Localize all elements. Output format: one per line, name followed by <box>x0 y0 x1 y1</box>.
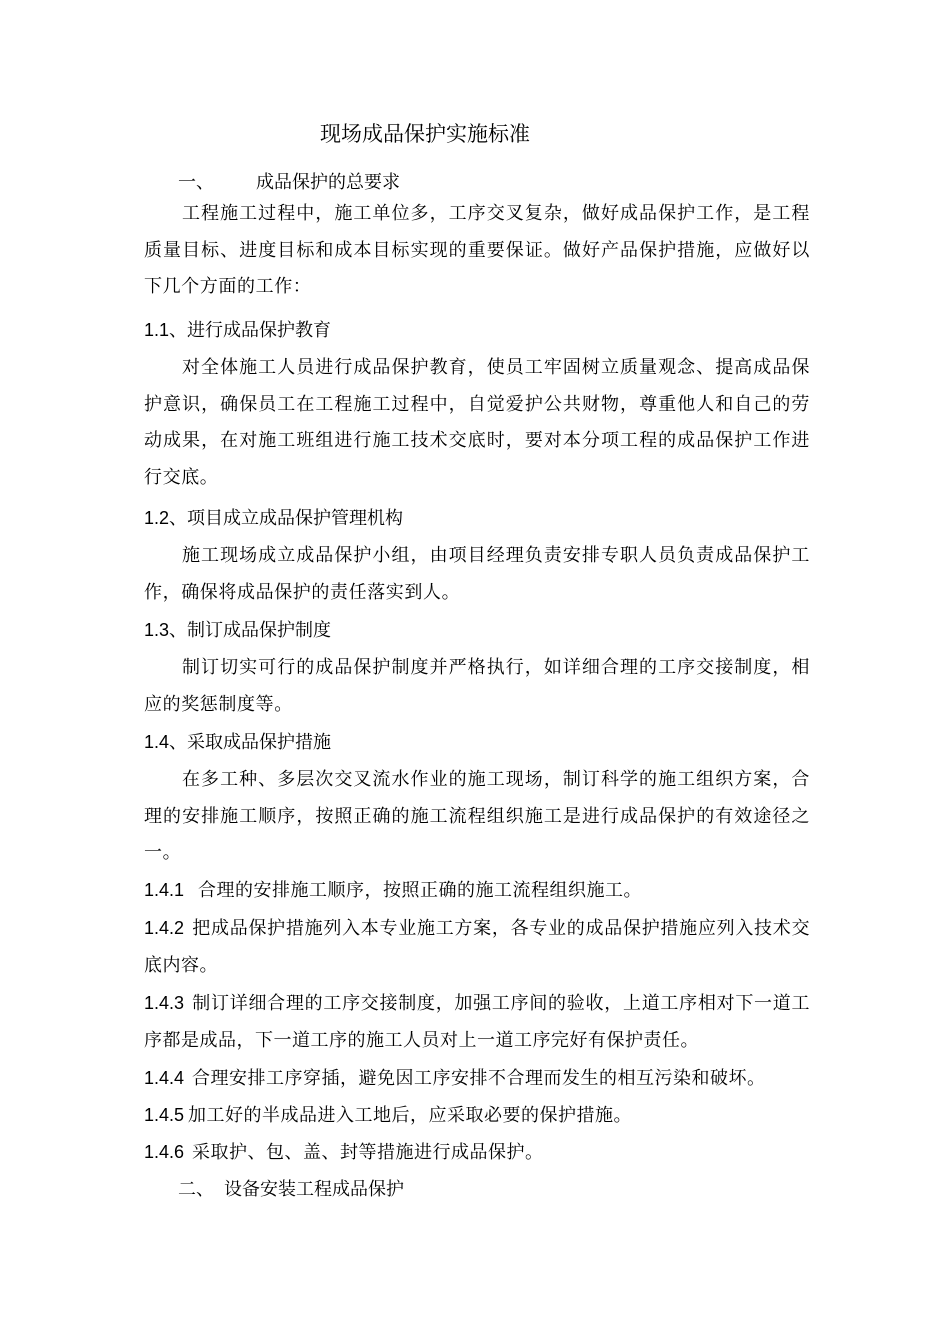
list-item-text: 加工好的半成品进入工地后，应采取必要的保护措施。 <box>188 1105 633 1126</box>
section-2-heading <box>178 1172 404 1208</box>
subsection-1-1-number: 1.1 <box>144 320 170 340</box>
list-item <box>144 910 810 984</box>
section-1-title: 成品保护的总要求 <box>256 172 400 193</box>
subsection-1-3-body: 制订切实可行的成品保护制度并严格执行，如详细合理的工序交接制度，相应的奖惩制度等。 <box>144 657 810 715</box>
subsection-1-1-body: 对全体施工人员进行成品保护教育，使员工牢固树立质量观念、提高成品保护意识，确保员工在工程施工过程中，自觉爱护公共财物，尊重他人和自己的劳动成果，在对施工班组进行施工技术交底时，要对本分项工程的成品保护工作进行交底。 <box>144 357 810 488</box>
list-item <box>144 1060 810 1098</box>
list-item-text: 把成品保护措施列入本专业施工方案，各专业的成品保护措施应列入技术交底内容。 <box>144 918 810 976</box>
subsection-1-1-heading <box>144 312 331 349</box>
subsection-1-2-number: 1.2 <box>144 508 170 528</box>
list-item-text: 合理的安排施工顺序，按照正确的施工流程组织施工。 <box>198 880 643 901</box>
list-item-number: 1.4.6 <box>144 1142 185 1162</box>
list-item-number: 1.4.4 <box>144 1068 185 1088</box>
list-item-number: 1.4.3 <box>144 993 185 1013</box>
list-item-text: 制订详细合理的工序交接制度，加强工序间的验收，上道工序相对下一道工序都是成品，下一道工序的施工人员对上一道工序完好有保护责任。 <box>144 993 810 1051</box>
subsection-1-3-heading <box>144 612 331 649</box>
list-item <box>144 1134 810 1172</box>
list-item-number: 1.4.1 <box>144 880 185 900</box>
subsection-1-4-title: 、采取成品保护措施 <box>169 732 332 753</box>
subsection-1-3-title: 、制订成品保护制度 <box>169 620 332 641</box>
section-2-title: 设备安装工程成品保护 <box>224 1179 404 1200</box>
list-item-text: 采取护、包、盖、封等措施进行成品保护。 <box>192 1142 544 1163</box>
list-item-text: 合理安排工序穿插，避免因工序安排不合理而发生的相互污染和破坏。 <box>192 1068 766 1089</box>
list-item-number: 1.4.5 <box>144 1105 185 1125</box>
subsection-1-1-title: 、进行成品保护教育 <box>169 320 332 341</box>
document-title: 现场成品保护实施标准 <box>320 122 530 146</box>
subsection-1-2-heading <box>144 500 403 537</box>
subsection-1-2-title: 、项目成立成品保护管理机构 <box>169 508 404 529</box>
subsection-1-2-body: 施工现场成立成品保护小组，由项目经理负责安排专职人员负责成品保护工作，确保将成品保护的责任落实到人。 <box>144 545 810 603</box>
subsection-1-4-body: 在多工种、多层次交叉流水作业的施工现场，制订科学的施工组织方案，合理的安排施工顺序，按照正确的施工流程组织施工是进行成品保护的有效途径之一。 <box>144 769 810 863</box>
list-item-number: 1.4.2 <box>144 918 185 938</box>
list-item <box>144 1097 810 1135</box>
subsection-1-4-heading <box>144 724 331 761</box>
section-2-number: 二、 <box>178 1179 214 1200</box>
subsection-1-3-number: 1.3 <box>144 620 170 640</box>
list-item <box>144 872 810 910</box>
list-item <box>144 985 810 1059</box>
subsection-1-4-number: 1.4 <box>144 732 170 752</box>
intro-paragraph: 工程施工过程中，施工单位多，工序交叉复杂，做好成品保护工作，是工程质量目标、进度目标和成本目标实现的重要保证。做好产品保护措施，应做好以下几个方面的工作： <box>144 203 810 297</box>
section-1-number: 一、 <box>178 172 214 193</box>
